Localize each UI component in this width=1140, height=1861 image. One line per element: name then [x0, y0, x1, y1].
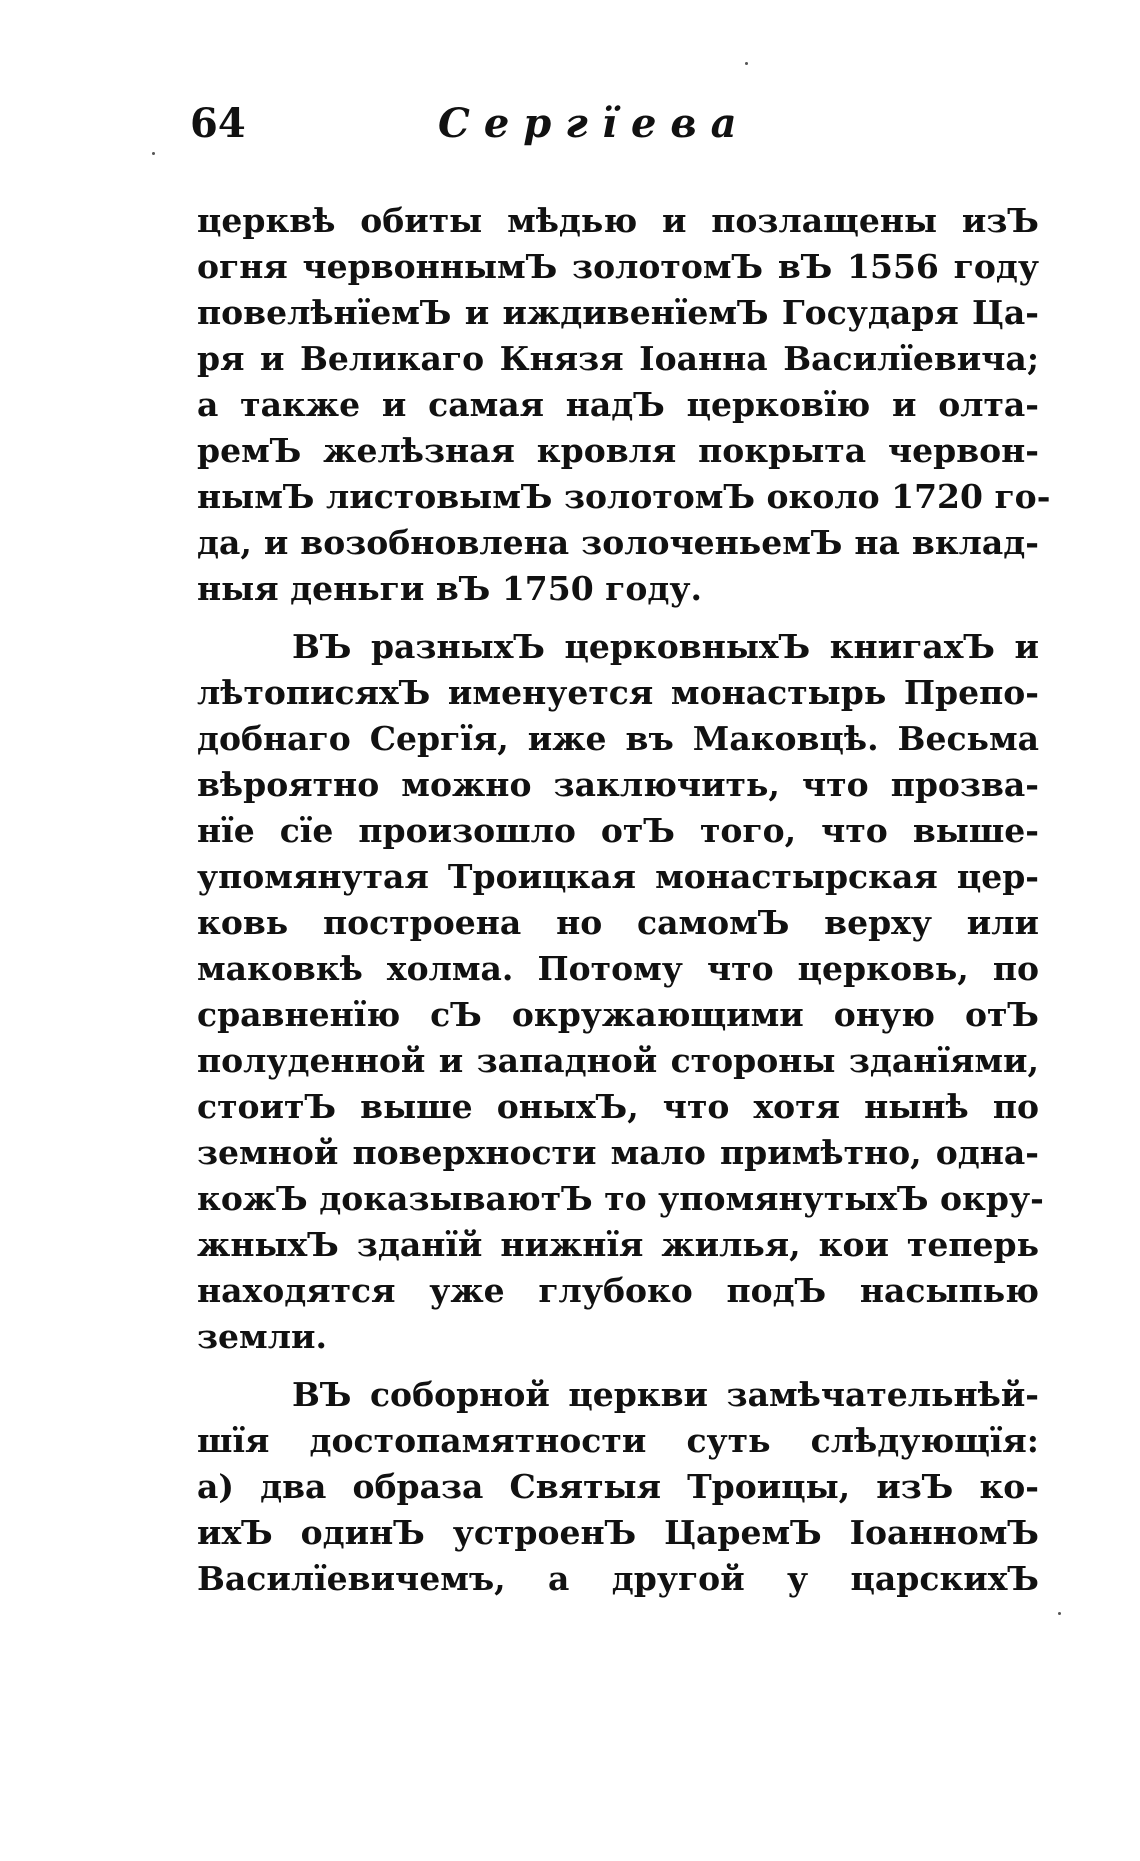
text-line: маковкѣ холма. Потому что церковь, по	[197, 949, 1039, 988]
text-line: ВЪ соборной церкви замѣчательнѣй-	[292, 1375, 1039, 1414]
text-line: церквѣ обиты мѣдью и позлащены изЪ	[197, 201, 1039, 240]
text-line: добнаго Сергїя, иже въ Маковцѣ. Весьма	[197, 719, 1039, 758]
text-line: а) два образа Святыя Троицы, изЪ ко-	[197, 1467, 1039, 1506]
text-line: нымЪ листовымЪ золотомЪ около 1720 го-	[197, 477, 1051, 516]
text-line: полуденной и западной стороны зданїями,	[197, 1041, 1039, 1080]
text-line: Василїевичемъ, а другой у царскихЪ	[197, 1559, 1039, 1598]
text-line: ря и Великаго Князя Іоанна Василїевича;	[197, 339, 1039, 378]
text-line: кожЪ доказываютЪ то упомянутыхЪ окру-	[197, 1179, 1044, 1218]
text-line: а также и самая надЪ церковїю и олта-	[197, 385, 1039, 424]
text-line: жныхЪ зданїй нижнїя жилья, кои теперь	[197, 1225, 1039, 1264]
text-line: земли.	[197, 1317, 327, 1356]
body-text	[197, 198, 1051, 1602]
text-line: сравненїю сЪ окружающими оную отЪ	[197, 995, 1039, 1034]
text-line: да, и возобновлена золоченьемЪ на вклад-	[197, 523, 1039, 562]
text-line: нїе сїе произошло отЪ того, что выше-	[197, 811, 1039, 850]
text-line: повелѣнїемЪ и иждивенїемЪ Государя Ца-	[197, 293, 1039, 332]
text-line: упомянутая Троицкая монастырская цер-	[197, 857, 1039, 896]
text-line: ковь построена но самомЪ верху или	[197, 903, 1039, 942]
scan-speck	[1058, 1612, 1061, 1615]
text-line: вѣроятно можно заключить, что прозва-	[197, 765, 1039, 804]
scan-speck	[152, 152, 155, 155]
text-line: находятся уже глубоко подЪ насыпью	[197, 1271, 1039, 1310]
text-line: ВЪ разныхЪ церковныхЪ книгахЪ и	[292, 627, 1039, 666]
text-line: ихЪ одинЪ устроенЪ ЦаремЪ ІоанномЪ	[197, 1513, 1039, 1552]
text-line: земной поверхности мало примѣтно, однa-	[197, 1133, 1039, 1172]
page-number: 64	[190, 100, 246, 147]
scan-speck	[745, 62, 748, 65]
text-line: ремЪ желѣзная кровля покрыта червон-	[197, 431, 1039, 470]
text-line: огня червоннымЪ золотомЪ вЪ 1556 году	[197, 247, 1039, 286]
text-line: стоитЪ выше оныхЪ, что хотя нынѣ по	[197, 1087, 1039, 1126]
running-title: Сергїева	[438, 100, 751, 147]
page-header	[190, 100, 1040, 160]
text-line: шїя достопамятности суть слѣдующїя:	[197, 1421, 1039, 1460]
text-line: лѣтописяхЪ именуется монастырь Препо-	[197, 673, 1039, 712]
text-line: ныя деньги вЪ 1750 году.	[197, 569, 702, 608]
